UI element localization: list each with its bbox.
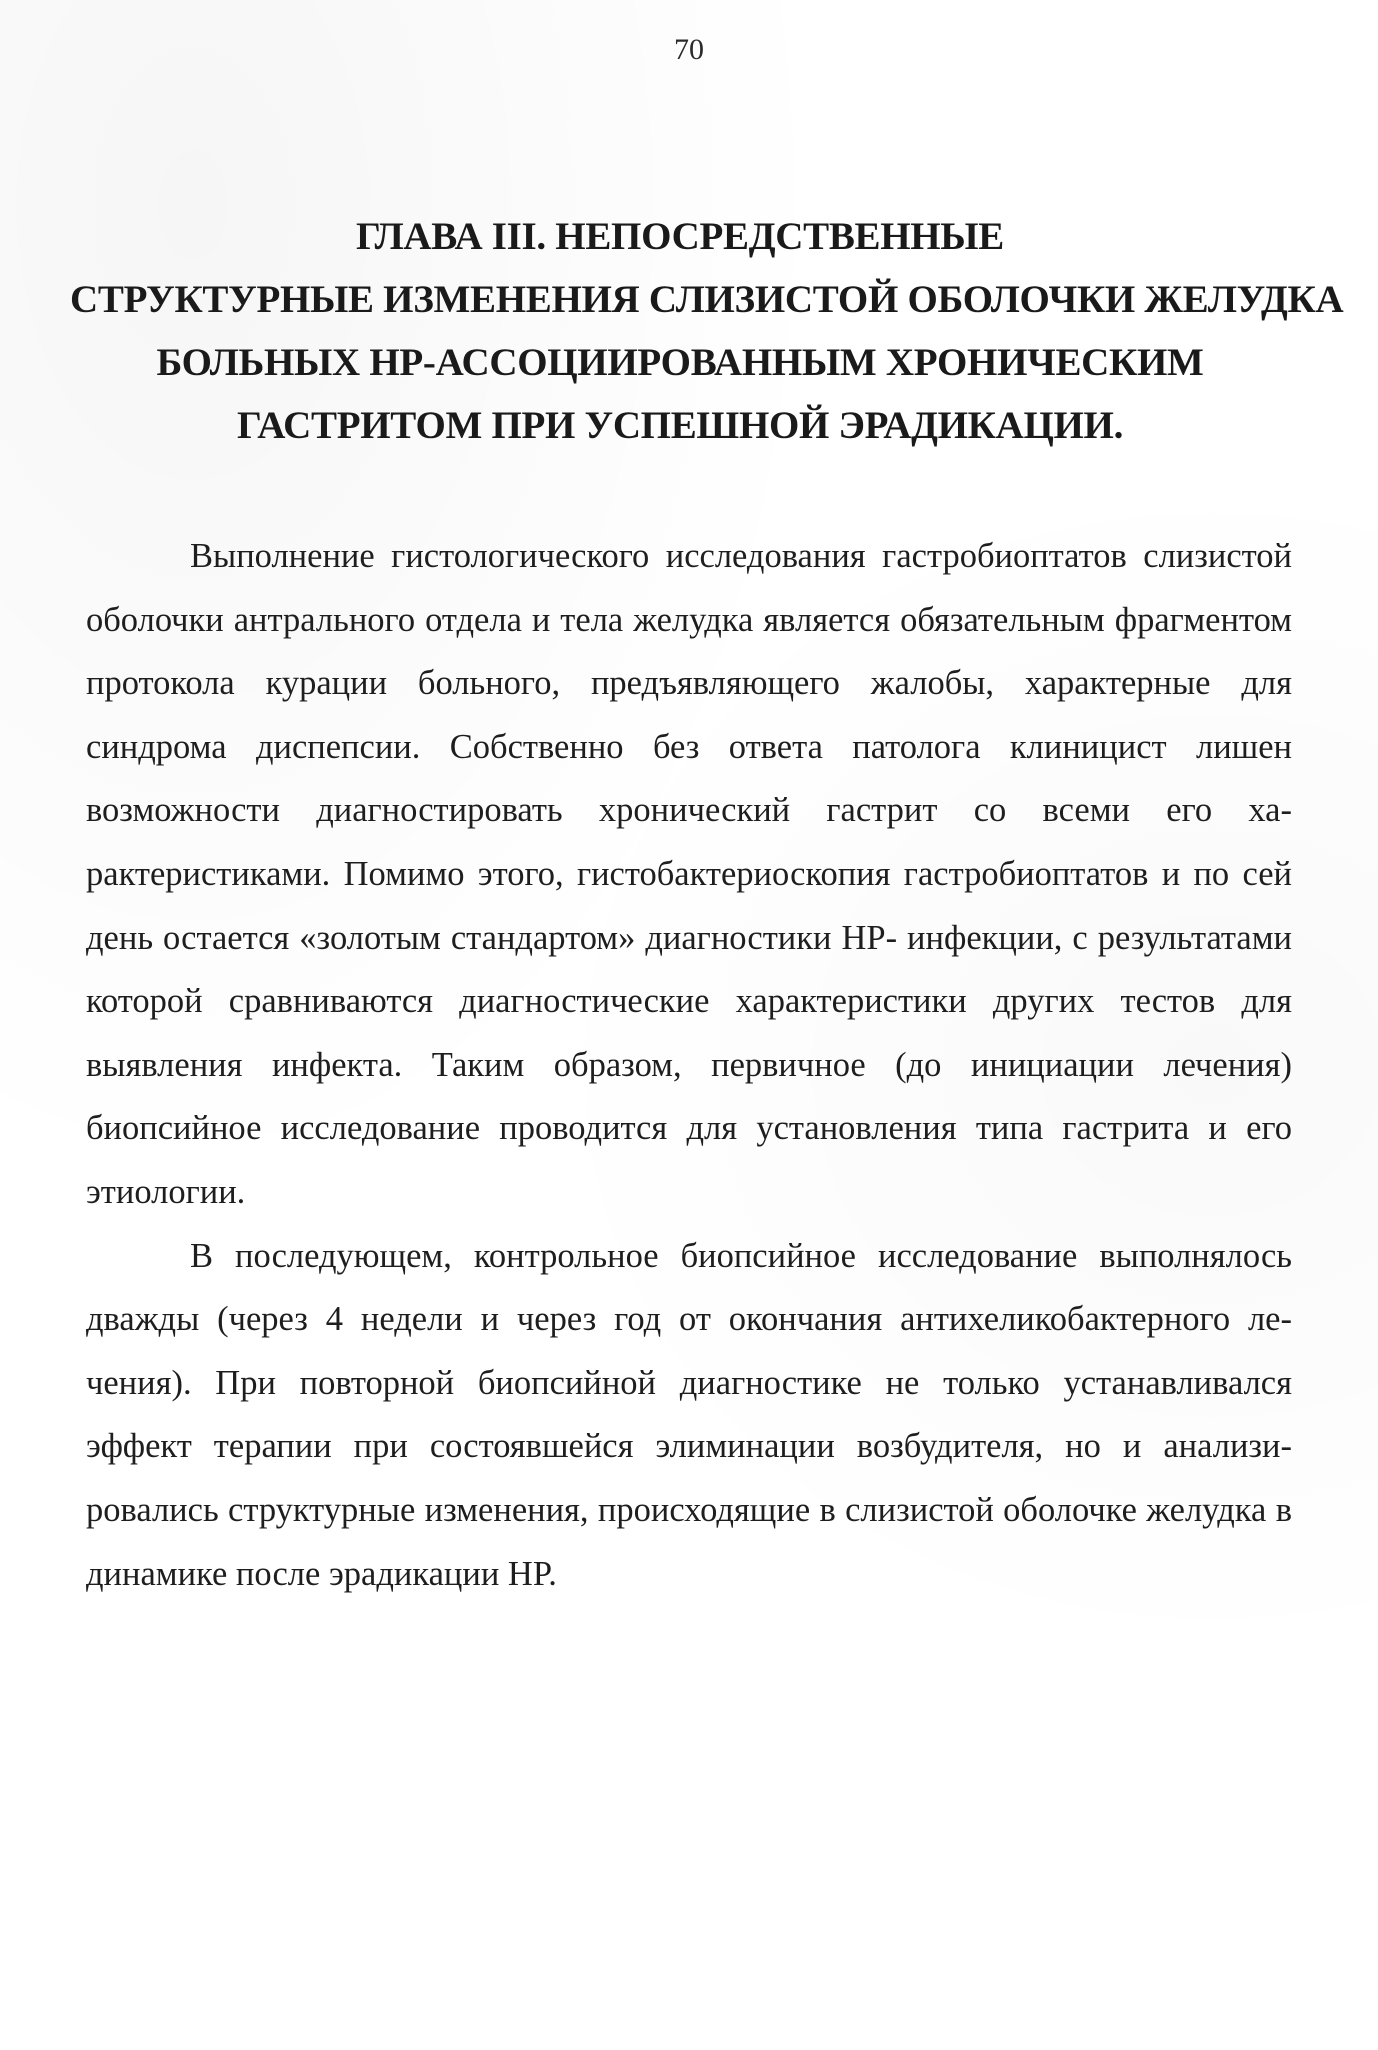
body-text — [86, 525, 1292, 1606]
paragraph: В последующем, контрольное биопсийное исследование выполнялось дважды (через 4 недели и через год от окончания антихеликобактерного лечения). При повторной биопсийной диагностике не только устанавливался эффект терапии при состоявшейся элиминации возбудителя, но и анализировались структурные изменения, происходящие в слизистой оболочке желудка в динамике после эрадикации HP. — [86, 1236, 1292, 1593]
chapter-title-line: СТРУКТУРНЫЕ ИЗМЕНЕНИЯ СЛИЗИСТОЙ ОБОЛОЧКИ ЖЕЛУДКА — [70, 278, 1344, 321]
paragraph: Выполнение гистологического исследования гастробиоптатов слизистой оболочки антрального отдела и тела желудка является обязательным фрагментом протокола курации больного, предъявляющего жалобы, характерные для синдрома диспепсии. Собственно без ответа патолога клиницист лишен возможности диагностировать хронический гастрит со всеми его характеристиками. Помимо этого, гистобактериоскопия гастробиоптатов и по сей день остается «золотым стандартом» диагностики HP- инфекции, с результатами которой сравниваются диагностические характеристики других тестов для выявления инфекта. Таким образом, первичное (до инициации лечения) биопсийное исследование проводится для установления типа гастрита и его этиологии. — [86, 537, 1292, 1211]
page-number: 70 — [674, 33, 704, 66]
chapter-title-line: ГЛАВА III. НЕПОСРЕДСТВЕННЫЕ — [355, 215, 1005, 258]
chapter-title — [70, 205, 1344, 457]
chapter-title-line: ГАСТРИТОМ ПРИ УСПЕШНОЙ ЭРАДИКАЦИИ. — [236, 404, 1124, 447]
chapter-title-line: БОЛЬНЫХ HP-АССОЦИИРОВАННЫМ ХРОНИЧЕСКИМ — [156, 341, 1204, 384]
